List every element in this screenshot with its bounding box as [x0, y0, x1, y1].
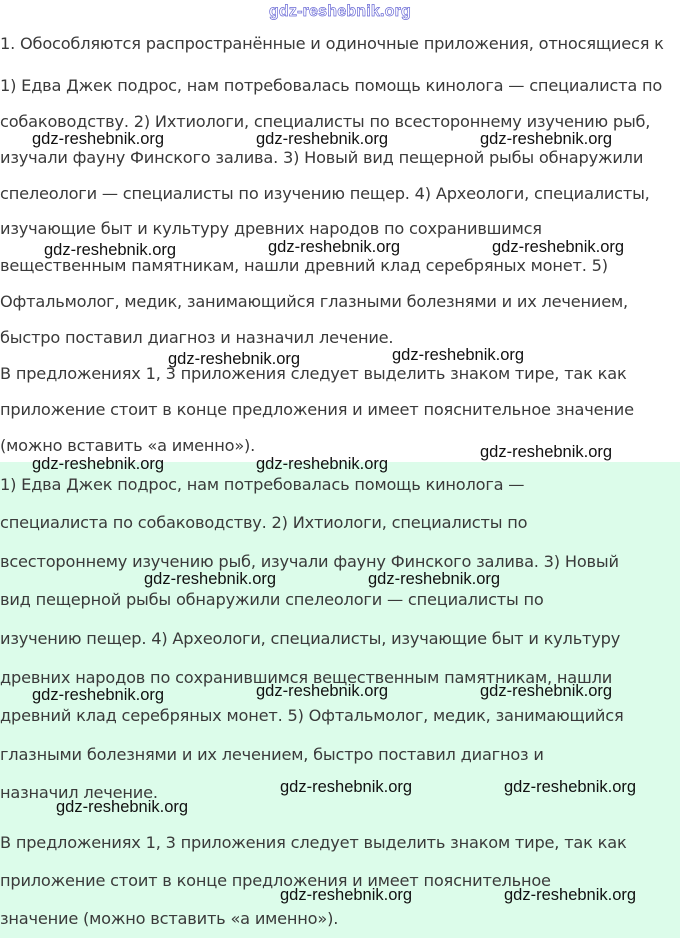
question-line: В предложениях 1, 3 приложения следует выделить знаком тире, так как — [0, 364, 627, 383]
watermark: gdz-reshebnik.org — [480, 443, 613, 461]
question-line: 1) Едва Джек подрос, нам потребовалась помощь кинолога — специалиста по — [0, 76, 663, 95]
answer-line: глазными болезнями и их лечением, быстро поставил диагноз и — [0, 745, 544, 764]
watermark: gdz-reshebnik.org — [480, 682, 613, 700]
answer-line: изучению пещер. 4) Археологи, специалисты, изучающие быт и культуру — [0, 629, 621, 648]
question-line: изучающие быт и культуру древних народов по сохранившимся — [0, 219, 542, 238]
answer-line: древних народов по сохранившимся вещественным памятникам, нашли — [0, 668, 613, 687]
watermark: gdz-reshebnik.org — [256, 130, 389, 148]
answer-line: специалиста по собаководству. 2) Ихтиологи, специалисты по — [0, 513, 528, 532]
watermark: gdz-reshebnik.org — [492, 238, 625, 256]
answer-line: приложение стоит в конце предложения и имеет пояснительное — [0, 871, 551, 890]
question-line: собаководству. 2) Ихтиологи, специалисты по всестороннему изучению рыб, — [0, 112, 651, 131]
watermark: gdz-reshebnik.org — [480, 130, 613, 148]
watermark: gdz-reshebnik.org — [504, 886, 637, 904]
watermark: gdz-reshebnik.org — [504, 778, 637, 796]
site-header — [0, 0, 680, 24]
question-line: вещественным памятникам, нашли древний клад серебряных монет. 5) — [0, 256, 608, 275]
answer-line: 1) Едва Джек подрос, нам потребовалась помощь кинолога — — [0, 475, 525, 494]
watermark: gdz-reshebnik.org — [32, 130, 165, 148]
watermark: gdz-reshebnik.org — [368, 570, 501, 588]
watermark: gdz-reshebnik.org — [32, 455, 165, 473]
watermark: gdz-reshebnik.org — [56, 798, 189, 816]
watermark: gdz-reshebnik.org — [280, 886, 413, 904]
watermark: gdz-reshebnik.org — [268, 238, 401, 256]
answer-line: значение (можно вставить «а именно»). — [0, 909, 339, 928]
watermark: gdz-reshebnik.org — [280, 778, 413, 796]
watermark: gdz-reshebnik.org — [32, 686, 165, 704]
question-line: 1. Обособляются распространённые и одиночные приложения, относящиеся к — [0, 34, 664, 53]
watermark: gdz-reshebnik.org — [256, 682, 389, 700]
watermark: gdz-reshebnik.org — [44, 241, 177, 259]
answer-line: всестороннему изучению рыб, изучали фауну Финского залива. 3) Новый — [0, 552, 619, 571]
watermark: gdz-reshebnik.org — [256, 455, 389, 473]
answer-line: В предложениях 1, 3 приложения следует выделить знаком тире, так как — [0, 833, 627, 852]
answer-line: вид пещерной рыбы обнаружили спелеологи — специалисты по — [0, 590, 544, 609]
question-line: приложение стоит в конце предложения и имеет пояснительное значение — [0, 400, 634, 419]
site-logo-text[interactable]: gdz-reshebnik.org — [268, 3, 412, 20]
question-line: (можно вставить «а именно»). — [0, 436, 256, 455]
watermark: gdz-reshebnik.org — [392, 346, 525, 364]
question-line: спелеологи — специалисты по изучению пещер. 4) Археологи, специалисты, — [0, 184, 650, 203]
question-line: Офтальмолог, медик, занимающийся глазными болезнями и их лечением, — [0, 292, 628, 311]
question-line: изучали фауну Финского залива. 3) Новый вид пещерной рыбы обнаружили — [0, 148, 644, 167]
watermark: gdz-reshebnik.org — [168, 350, 301, 368]
answer-line: древний клад серебряных монет. 5) Офтальмолог, медик, занимающийся — [0, 706, 624, 725]
question-line: быстро поставил диагноз и назначил лечение. — [0, 328, 394, 347]
answer-line: назначил лечение. — [0, 783, 158, 802]
watermark: gdz-reshebnik.org — [144, 570, 277, 588]
